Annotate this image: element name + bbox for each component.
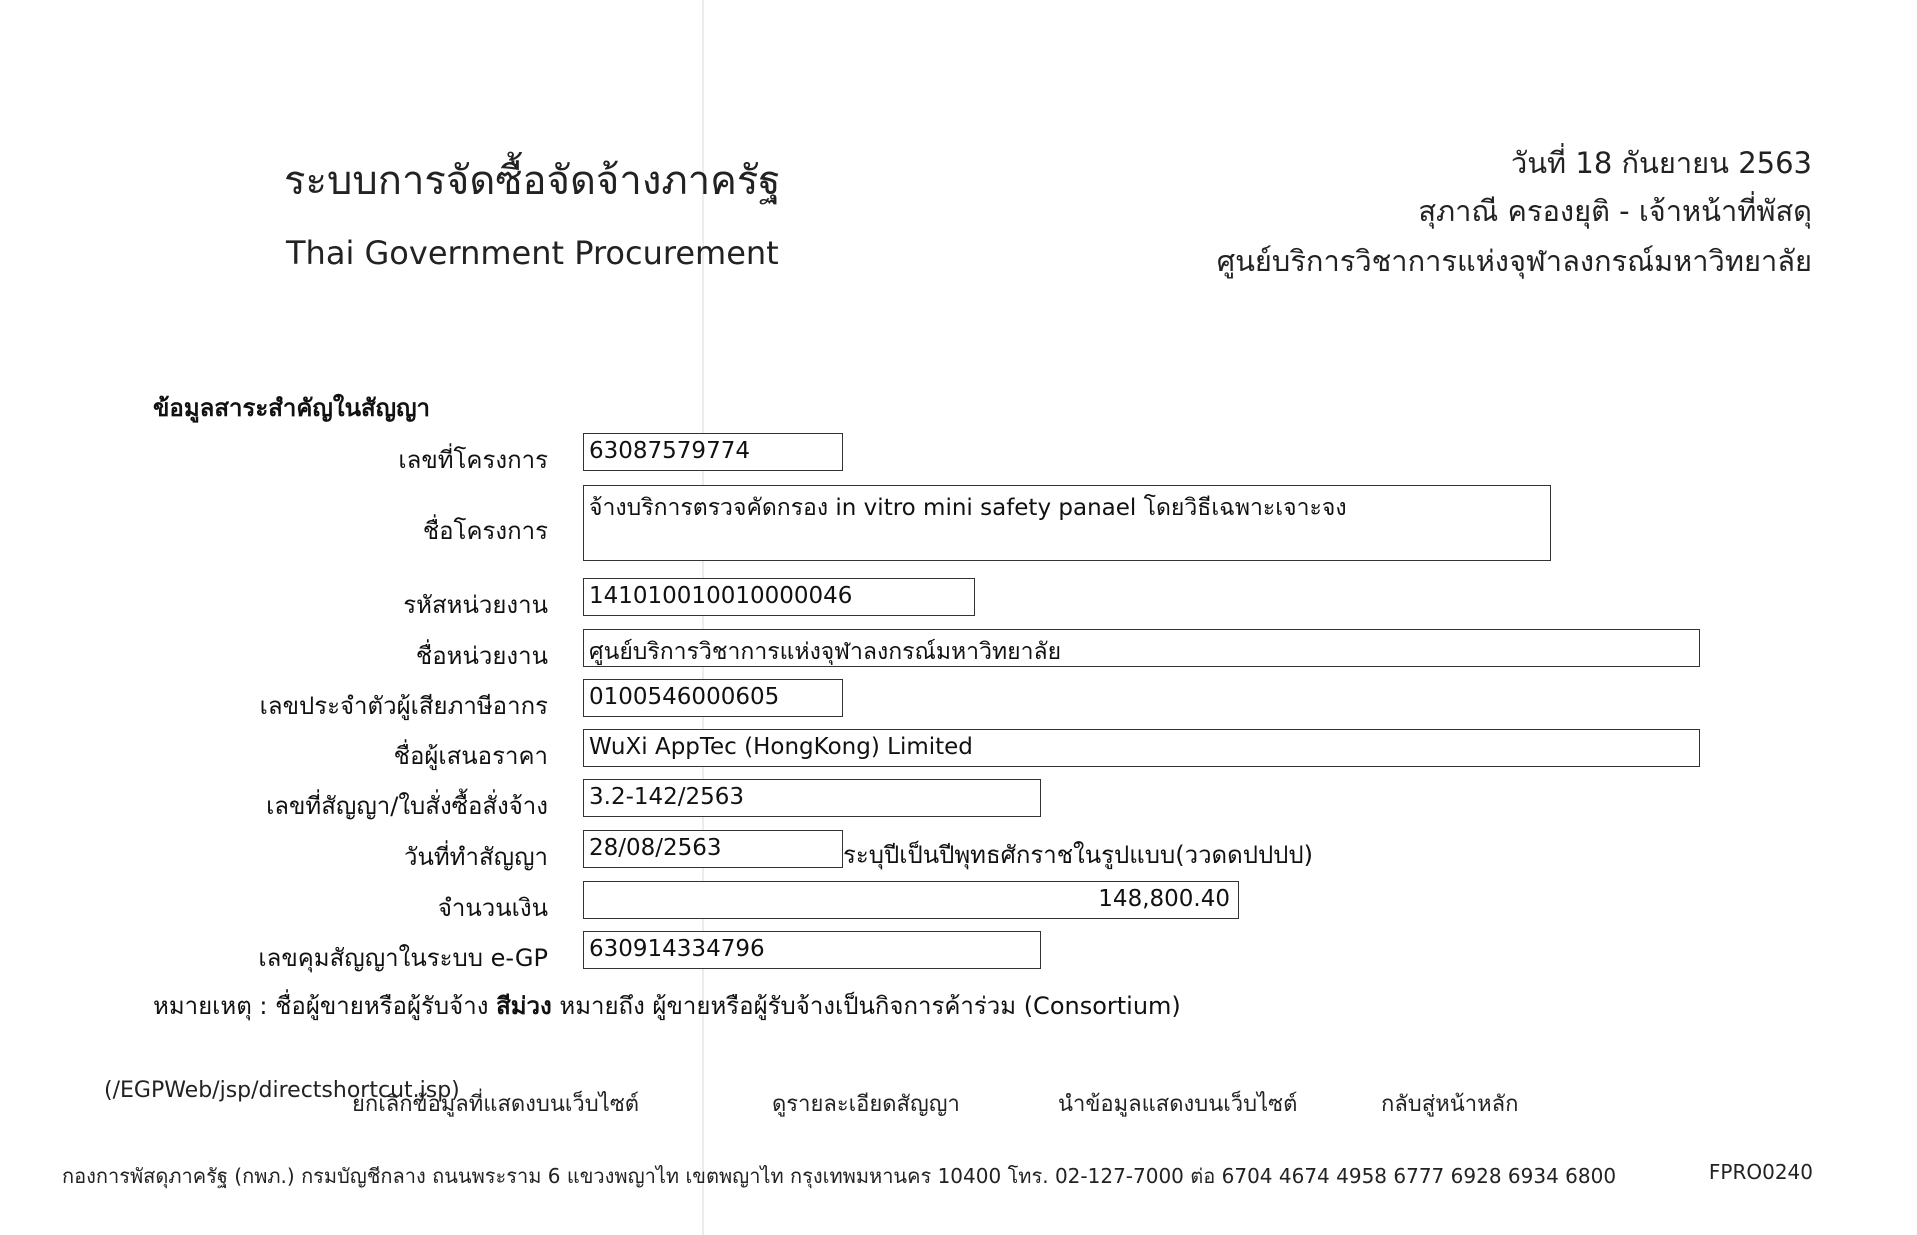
contract-no-field[interactable]: 3.2-142/2563 — [583, 779, 1041, 817]
contract-no-label: เลขที่สัญญา/ใบสั่งซื้อสั่งจ้าง — [266, 792, 548, 820]
view-contract-detail-link[interactable]: ดูรายละเอียดสัญญา — [772, 1092, 960, 1117]
cancel-web-data-link[interactable]: ยกเลิกข้อมูลที่แสดงบนเว็บไซต์ — [352, 1092, 640, 1117]
page-code: FPRO0240 — [1708, 1160, 1813, 1184]
contract-date-field[interactable]: 28/08/2563 — [583, 830, 843, 868]
shortcut-url: (/EGPWeb/jsp/directshortcut.jsp) — [104, 1078, 460, 1103]
amount-label: จำนวนเงิน — [437, 894, 548, 922]
system-title-english: Thai Government Procurement — [286, 234, 779, 272]
publish-to-web-link[interactable]: นำข้อมูลแสดงบนเว็บไซต์ — [1058, 1092, 1298, 1117]
egp-control-no-label: เลขคุมสัญญาในระบบ e-GP — [258, 944, 548, 972]
egp-control-no-field[interactable]: 630914334796 — [583, 931, 1041, 969]
contract-date-hint: ระบุปีเป็นปีพุทธศักราชในรูปแบบ(ววดดปปปป) — [843, 841, 1314, 869]
officer-name: สุภาณี ครองยุติ - เจ้าหน้าที่พัสดุ — [1418, 194, 1812, 228]
tax-id-label: เลขประจำตัวผู้เสียภาษีอากร — [259, 692, 548, 720]
note-emphasis: สีม่วง — [496, 992, 552, 1020]
unit-name-label: ชื่อหน่วยงาน — [415, 642, 548, 670]
system-title-thai: ระบบการจัดซื้อจัดจ้างภาครัฐ — [284, 158, 781, 204]
note-prefix: หมายเหตุ : ชื่อผู้ขายหรือผู้รับจ้าง — [153, 992, 489, 1020]
footer-address: กองการพัสดุภาครัฐ (กพภ.) กรมบัญชีกลาง ถนนพระราม 6 แขวงพญาไท เขตพญาไท กรุงเทพมหานคร 10400 โทร. 02-127-7000 ต่อ 6704 4674 4958 6777 6928 6934 6800 — [62, 1164, 1617, 1188]
amount-field[interactable]: 148,800.40 — [583, 881, 1239, 919]
section-title: ข้อมูลสาระสำคัญในสัญญา — [153, 394, 431, 422]
project-no-label: เลขที่โครงการ — [398, 446, 548, 474]
bidder-name-field[interactable]: WuXi AppTec (HongKong) Limited — [583, 729, 1700, 767]
project-name-label: ชื่อโครงการ — [422, 517, 548, 545]
consortium-note — [153, 986, 1181, 1025]
note-suffix: หมายถึง ผู้ขายหรือผู้รับจ้างเป็นกิจการค้าร่วม (Consortium) — [559, 992, 1181, 1020]
organization-name: ศูนย์บริการวิชาการแห่งจุฬาลงกรณ์มหาวิทยาลัย — [1216, 244, 1812, 278]
contract-date-label: วันที่ทำสัญญา — [403, 843, 548, 871]
print-date: วันที่ 18 กันยายน 2563 — [1510, 146, 1812, 180]
tax-id-field[interactable]: 0100546000605 — [583, 679, 843, 717]
back-to-home-link[interactable]: กลับสู่หน้าหลัก — [1381, 1092, 1519, 1117]
project-name-field[interactable]: จ้างบริการตรวจคัดกรอง in vitro mini safety panael โดยวิธีเฉพาะเจาะจง — [583, 485, 1551, 561]
unit-code-label: รหัสหน่วยงาน — [403, 591, 548, 619]
project-no-field[interactable]: 630875797​74 — [583, 433, 843, 471]
unit-name-field[interactable]: ศูนย์บริการวิชาการแห่งจุฬาลงกรณ์มหาวิทยาลัย — [583, 629, 1700, 667]
bidder-name-label: ชื่อผู้เสนอราคา — [393, 742, 548, 770]
unit-code-field[interactable]: 1410100100100000​46 — [583, 578, 975, 616]
